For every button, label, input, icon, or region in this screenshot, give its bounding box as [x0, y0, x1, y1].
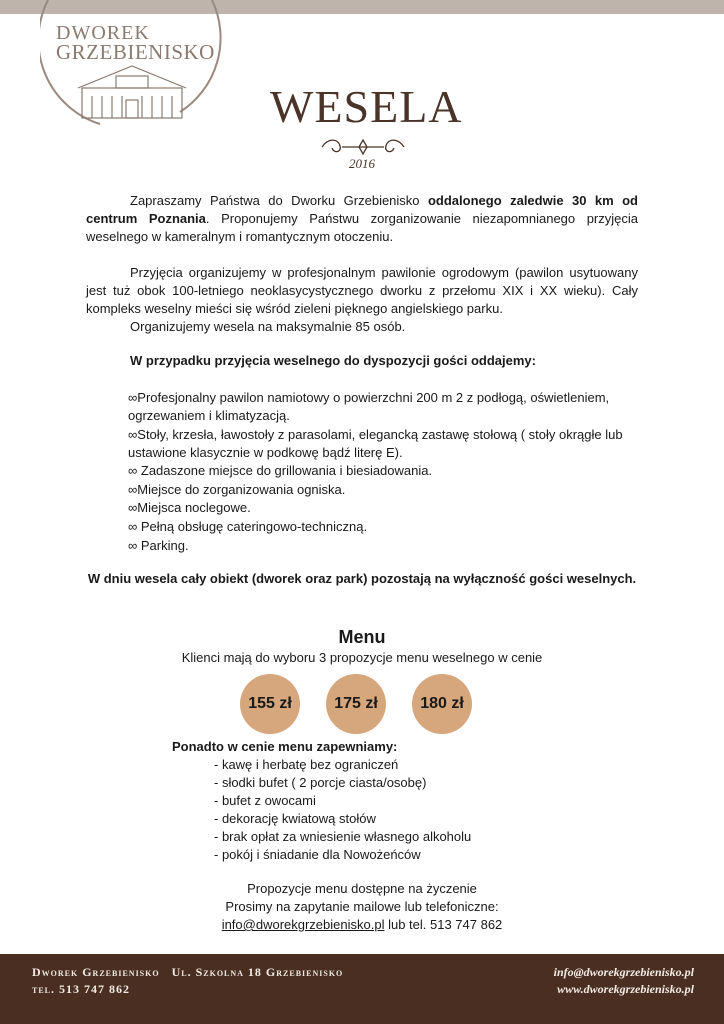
list-item: - pokój i śniadanie dla Nowożeńców	[214, 847, 421, 862]
included-heading: Ponadto w cenie menu zapewniamy:	[172, 739, 398, 754]
list-item: ∞ Pełną obsługę cateringowo-techniczną.	[128, 519, 368, 534]
contact-line-1: Propozycje menu dostępne na życzenie	[247, 881, 477, 896]
footer-name: Dworek Grzebienisko	[32, 965, 160, 979]
intro-paragraph-2: Przyjęcia organizujemy w profesjonalnym pawilonie ogrodowym (pawilon usytuowany jest tuż obok 100-letniego neoklasycystycznego dworku z przełomu XIX i XX wieku). Cały kompleks weselny mieści się wśród zieleni pięknego angielskiego parku.	[86, 265, 638, 316]
list-item: - dekorację kwiatową stołów	[214, 811, 376, 826]
logo-emblem	[40, 0, 225, 135]
menu-title: Menu	[338, 627, 386, 647]
ornament-icon	[318, 136, 408, 158]
list-item: ∞Profesjonalny pawilon namiotowy o powierzchni 200 m 2 z podłogą, oświetleniem, ogrzewaniem i klimatyzacją.	[128, 390, 610, 423]
list-item: - słodki bufet ( 2 porcje ciasta/osobę)	[214, 775, 427, 790]
intro-paragraph-1: Zapraszamy Państwa do Dworku Grzebienisko oddalonego zaledwie 30 km od centrum Poznania. Proponujemy Państwu zorganizowanie niezapomnianego przyjęcia weselnego w kameralnym i romantycznym otoczeniu.	[86, 193, 638, 244]
price-badge-1: 155 zł	[240, 674, 300, 734]
footer-phone: tel. 513 747 862	[32, 982, 131, 996]
exclusive-note: W dniu wesela cały obiekt (dworek oraz park) pozostają na wyłączność gości weselnych.	[87, 571, 637, 586]
list-item: ∞Miejsca noclegowe.	[128, 500, 251, 515]
contact-line-2: Prosimy na zapytanie mailowe lub telefoniczne:	[225, 899, 499, 914]
price-badge-2: 175 zł	[326, 674, 386, 734]
list-item: - brak opłat za wniesienie własnego alkoholu	[214, 829, 472, 844]
list-item: - kawę i herbatę bez ograniczeń	[214, 757, 399, 772]
logo-text-dworek: DWOREK	[56, 22, 150, 44]
footer-left	[32, 964, 343, 998]
list-item: ∞ Parking.	[128, 538, 189, 553]
page-title: WESELA	[270, 81, 463, 132]
price-badge-3: 180 zł	[412, 674, 472, 734]
footer-www[interactable]: www.dworekgrzebienisko.pl	[557, 982, 694, 996]
contact-line-3: info@dworekgrzebienisko.pl lub tel. 513 747 862	[221, 917, 503, 932]
footer-address: Ul. Szkolna 18 Grzebienisko	[171, 965, 344, 979]
year-label: 2016	[349, 156, 375, 171]
menu-subtitle: Klienci mają do wyboru 3 propozycje menu weselnego w cenie	[181, 650, 543, 665]
intro-paragraph-3: Organizujemy wesela na maksymalnie 85 osób.	[130, 319, 406, 334]
list-item: ∞ Zadaszone miejsce do grillowania i biesiadowania.	[128, 463, 433, 478]
footer-email[interactable]: info@dworekgrzebienisko.pl	[553, 965, 694, 979]
list-item: ∞Miejsce do zorganizowania ogniska.	[128, 482, 346, 497]
amenities-heading: W przypadku przyjęcia weselnego do dyspozycji gości oddajemy:	[130, 353, 536, 368]
list-item: ∞Stoły, krzesła, ławostoły z parasolami, elegancką zastawę stołową ( stoły okrągłe lub ustawione klasycznie w podkowę bądź literę E).	[128, 427, 623, 460]
list-item: - bufet z owocami	[214, 793, 316, 808]
email-link[interactable]: info@dworekgrzebienisko.pl	[221, 917, 385, 932]
footer-right	[554, 964, 694, 998]
footer	[0, 954, 724, 1024]
logo-text-grzebienisko: GRZEBIENISKO	[56, 40, 215, 64]
